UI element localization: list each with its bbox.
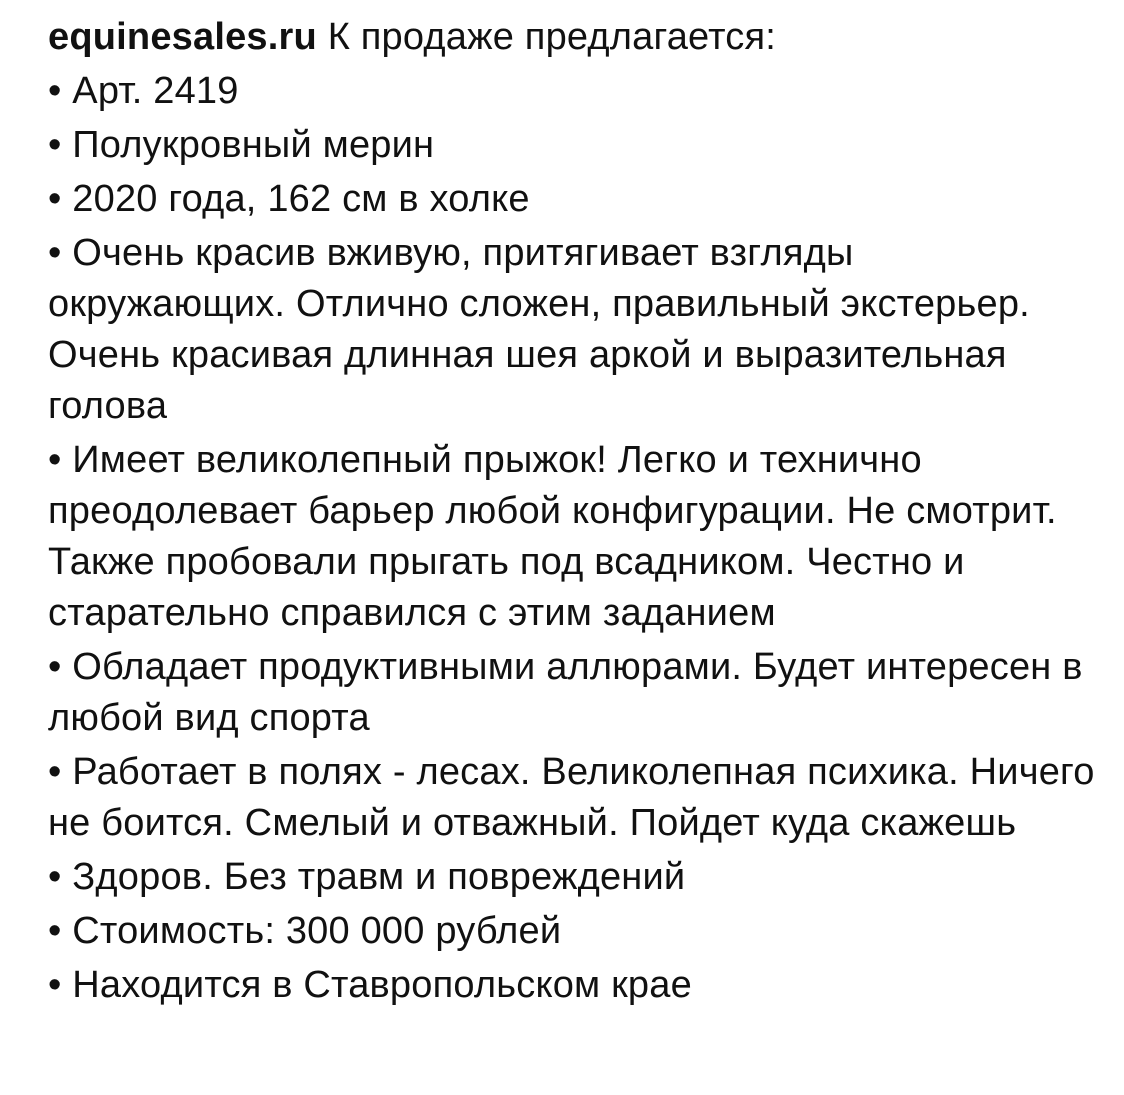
list-item-text: Стоимость: 300 000 рублей <box>72 910 562 952</box>
list-item-text: 2020 года, 162 см в холке <box>72 178 530 220</box>
list-item-text: Очень красив вживую, притягивает взгляды окружающих. Отлично сложен, правильный экстерьер. Очень красивая длинная шея аркой и выразительная голова <box>48 232 1030 427</box>
bullet-glyph: • <box>48 964 62 1006</box>
list-item <box>48 120 1098 171</box>
list-item <box>48 228 1098 432</box>
caption-header <box>48 12 1098 63</box>
list-item <box>48 642 1098 744</box>
bullet-glyph: • <box>48 178 62 220</box>
list-item <box>48 852 1098 903</box>
list-item <box>48 66 1098 117</box>
bullet-glyph: • <box>48 646 62 688</box>
caption-lead: К продаже предлагается: <box>327 16 777 58</box>
list-item <box>48 747 1098 849</box>
list-item <box>48 435 1098 639</box>
list-item-text: Работает в полях - лесах. Великолепная психика. Ничего не боится. Смелый и отважный. Пойдет куда скажешь <box>48 751 1095 844</box>
list-item-text: Арт. 2419 <box>72 70 239 112</box>
bullet-glyph: • <box>48 124 62 166</box>
list-item <box>48 960 1098 1011</box>
list-item <box>48 174 1098 225</box>
bullet-glyph: • <box>48 232 62 274</box>
bullet-glyph: • <box>48 439 62 481</box>
username-link[interactable]: equinesales.ru <box>48 16 317 58</box>
bullet-glyph: • <box>48 70 62 112</box>
list-item-text: Находится в Ставропольском крае <box>72 964 692 1006</box>
list-item-text: Имеет великолепный прыжок! Легко и технично преодолевает барьер любой конфигурации. Не смотрит. Также пробовали прыгать под всадником. Честно и старательно справился с этим заданием <box>48 439 1057 634</box>
list-item-text: Здоров. Без травм и повреждений <box>72 856 686 898</box>
list-item <box>48 906 1098 957</box>
bullet-glyph: • <box>48 856 62 898</box>
post-caption <box>48 12 1098 1014</box>
list-item-text: Обладает продуктивными аллюрами. Будет интересен в любой вид спорта <box>48 646 1083 739</box>
list-item-text: Полукровный мерин <box>72 124 435 166</box>
bullet-glyph: • <box>48 751 62 793</box>
bullet-glyph: • <box>48 910 62 952</box>
